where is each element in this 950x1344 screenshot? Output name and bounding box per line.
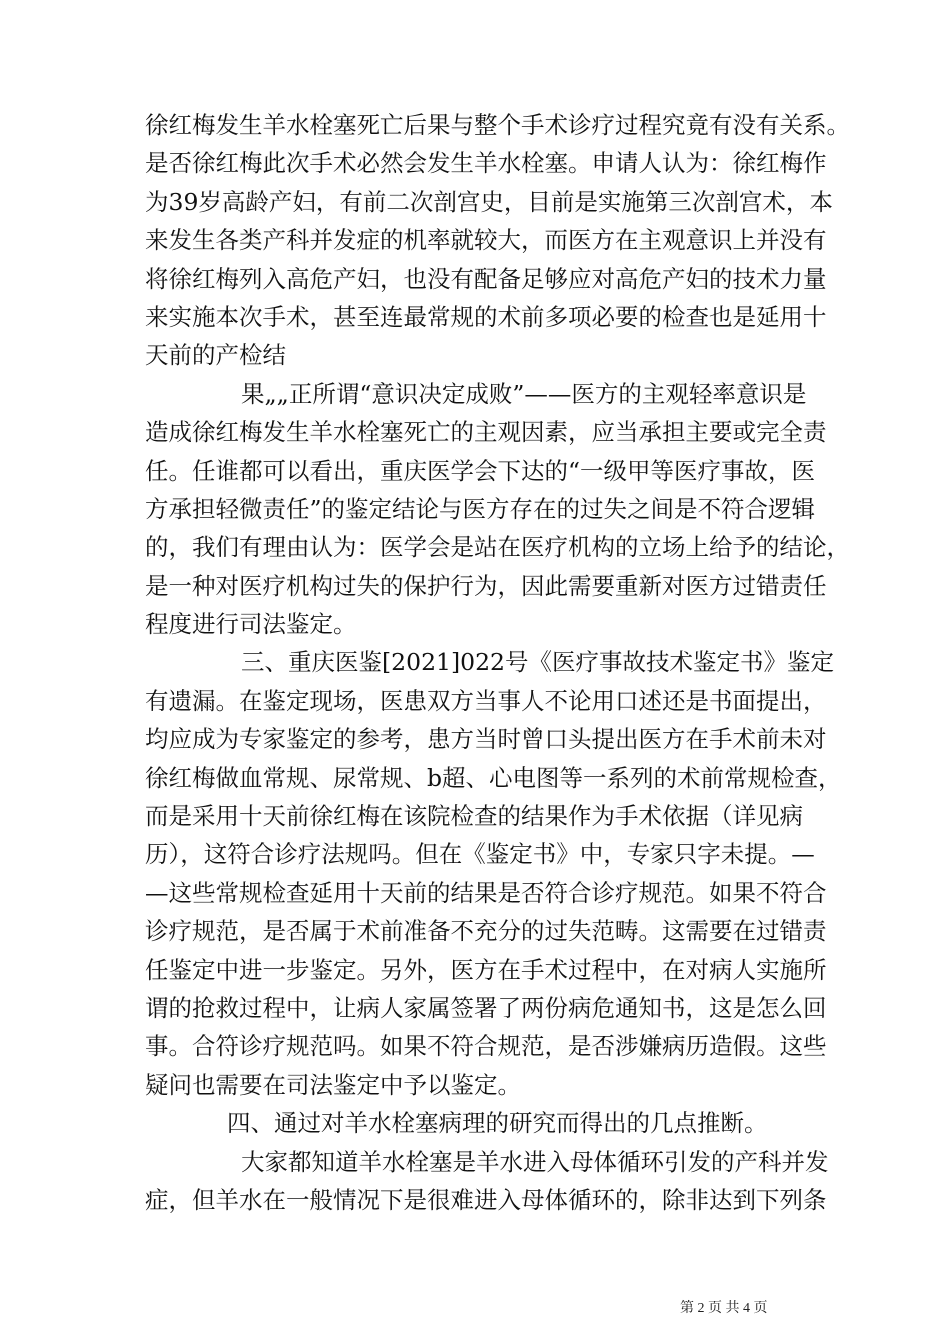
section-heading-line: 三、重庆医鉴[2021]022号《医疗事故技术鉴定书》鉴定	[241, 648, 834, 677]
text-line: 程度进行司法鉴定。	[145, 610, 357, 639]
text-line: 是一种对医疗机构过失的保护行为，因此需要重新对医方过错责任	[145, 571, 827, 600]
text-line: 事。合符诊疗规范吗。如果不符合规范，是否涉嫌病历造假。这些	[145, 1032, 827, 1061]
text-line: 任鉴定中进一步鉴定。另外，医方在手术过程中，在对病人实施所	[145, 955, 827, 984]
text-line: 均应成为专家鉴定的参考，患方当时曾口头提出医方在手术前未对	[145, 725, 827, 754]
body-text	[145, 106, 850, 1219]
text-line: 天前的产检结	[145, 341, 286, 370]
text-line: 将徐红梅列入高危产妇，也没有配备足够应对高危产妇的技术力量	[145, 264, 827, 293]
text-line: 任。任谁都可以看出，重庆医学会下达的“一级甲等医疗事故，医	[145, 456, 816, 485]
text-line: 为39岁高龄产妇，有前二次剖宫史，目前是实施第三次剖宫术，本	[145, 187, 833, 216]
text-line: 徐红梅发生羊水栓塞死亡后果与整个手术诊疗过程究竟有没有关系。	[145, 111, 850, 139]
text-line: —这些常规检查延用十天前的结果是否符合诊疗规范。如果不符合	[145, 878, 827, 907]
text-line: 造成徐红梅发生羊水栓塞死亡的主观因素，应当承担主要或完全责	[145, 418, 827, 447]
text-line: 谓的抢救过程中，让病人家属签署了两份病危通知书，这是怎么回	[145, 993, 827, 1022]
section-heading-line: 四、通过对羊水栓塞病理的研究而得出的几点推断。	[227, 1109, 768, 1138]
text-line: 疑问也需要在司法鉴定中予以鉴定。	[145, 1070, 521, 1099]
text-line: 来实施本次手术，甚至连最常规的术前多项必要的检查也是延用十	[145, 302, 827, 331]
text-line: 症，但羊水在一般情况下是很难进入母体循环的，除非达到下列条	[145, 1185, 827, 1214]
text-line: 有遗漏。在鉴定现场，医患双方当事人不论用口述还是书面提出，	[145, 686, 827, 715]
paragraph-start-line: 果„„正所谓“意识决定成败”——医方的主观轻率意识是	[241, 379, 807, 408]
text-line: 诊疗规范，是否属于术前准备不充分的过失范畴。这需要在过错责	[145, 917, 827, 946]
text-line: 是否徐红梅此次手术必然会发生羊水栓塞。申请人认为：徐红梅作	[145, 149, 827, 178]
text-line: 的，我们有理由认为：医学会是站在医疗机构的立场上给予的结论，	[145, 533, 850, 562]
text-line: 徐红梅做血常规、尿常规、b超、心电图等一系列的术前常规检查，	[145, 763, 842, 792]
text-line: 而是采用十天前徐红梅在该院检查的结果作为手术依据（详见病	[145, 802, 803, 831]
text-line: 方承担轻微责任”的鉴定结论与医方存在的过失之间是不符合逻辑	[145, 494, 816, 523]
text-line: 来发生各类产科并发症的机率就较大，而医方在主观意识上并没有	[145, 226, 827, 255]
paragraph-start-line: 大家都知道羊水栓塞是羊水进入母体循环引发的产科并发	[241, 1147, 829, 1176]
page-number-footer: 第 2 页 共 4 页	[680, 1301, 768, 1316]
text-line: 历），这符合诊疗法规吗。但在《鉴定书》中，专家只字未提。—	[145, 840, 815, 869]
